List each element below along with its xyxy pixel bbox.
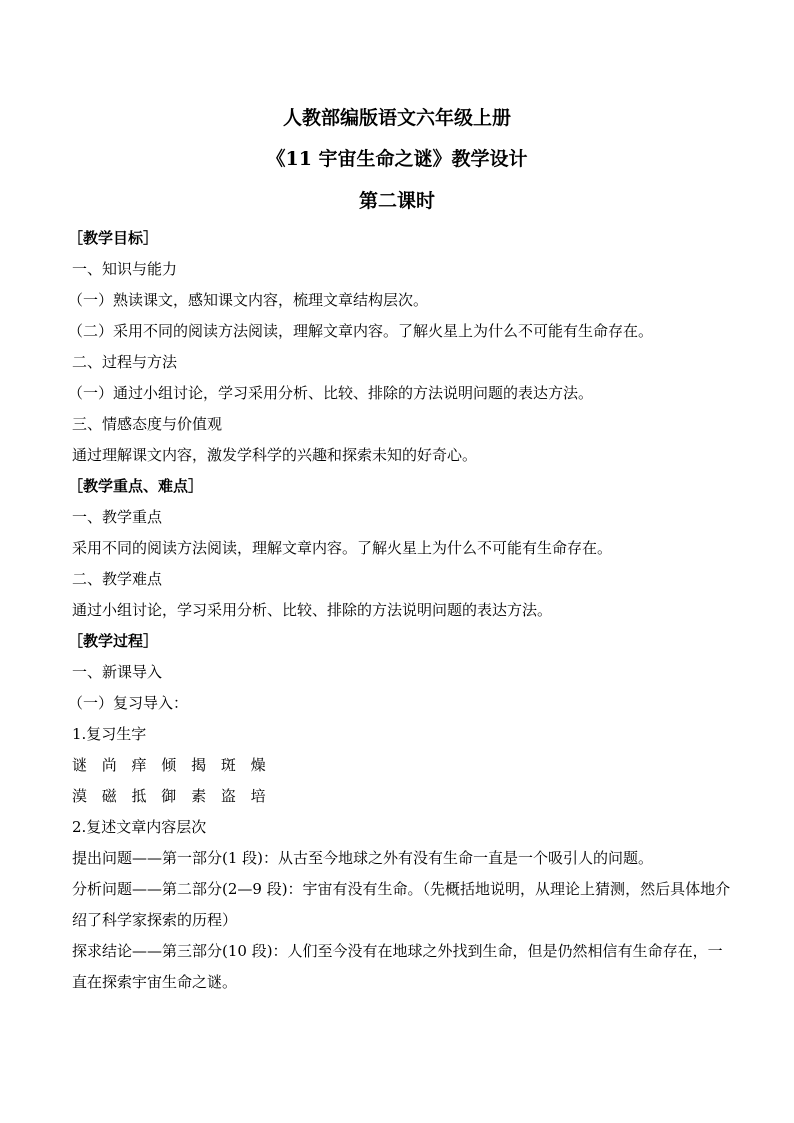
document-title: 人教部编版语文六年级上册 <box>282 107 511 129</box>
objective-item: （二）采用不同的阅读方法阅读，理解文章内容。了解火星上为什么不可能有生命存在。 <box>68 322 654 340</box>
objectives-heading: ［教学目标］ <box>68 229 159 247</box>
objective-item: （一）熟读课文，感知课文内容，梳理文章结构层次。 <box>68 291 429 309</box>
section-heading: 二、教学难点 <box>72 570 163 588</box>
section-heading: 三、情感态度与价值观 <box>72 415 223 433</box>
objective-item: （一）通过小组讨论，学习采用分析、比较、排除的方法说明问题的表达方法。 <box>68 384 594 402</box>
section-heading: 二、过程与方法 <box>72 353 178 371</box>
step-heading: 1.复习生字 <box>72 725 147 743</box>
section-heading: 一、知识与能力 <box>72 260 178 278</box>
section-heading: 一、教学重点 <box>72 508 163 526</box>
keypoints-heading: ［教学重点、难点］ <box>68 477 204 495</box>
structure-paragraph: 探求结论——第三部分(10 段)：人们至今没有在地球之外找到生命，但是仍然相信有生命存在，一直在探索宇宙生命之谜。 <box>72 942 723 991</box>
vocab-row: 漠 磁 抵 御 素 盗 培 <box>72 787 271 805</box>
difficulty-text: 通过小组讨论，学习采用分析、比较、排除的方法说明问题的表达方法。 <box>72 601 553 619</box>
lesson-title: 《11 宇宙生命之谜》教学设计 <box>266 148 528 170</box>
lesson-period: 第二课时 <box>358 190 435 212</box>
keypoint-text: 采用不同的阅读方法阅读，理解文章内容。了解火星上为什么不可能有生命存在。 <box>72 539 613 557</box>
structure-paragraph: 分析问题——第二部分(2—9 段)：宇宙有没有生命。（先概括地说明，从理论上猜测，然后具体地介绍了科学家探索的历程） <box>72 880 731 929</box>
objective-item: 通过理解课文内容，激发学科学的兴趣和探索未知的好奇心。 <box>72 446 478 464</box>
process-heading: ［教学过程］ <box>68 632 159 650</box>
step-heading: 2.复述文章内容层次 <box>72 818 207 836</box>
vocab-row: 谜 尚 痒 倾 揭 斑 燥 <box>72 756 271 774</box>
section-heading: 一、新课导入 <box>72 663 163 681</box>
structure-paragraph: 提出问题——第一部分(1 段)：从古至今地球之外有没有生命一直是一个吸引人的问题。 <box>72 849 654 867</box>
subsection-heading: （一）复习导入： <box>68 694 189 712</box>
